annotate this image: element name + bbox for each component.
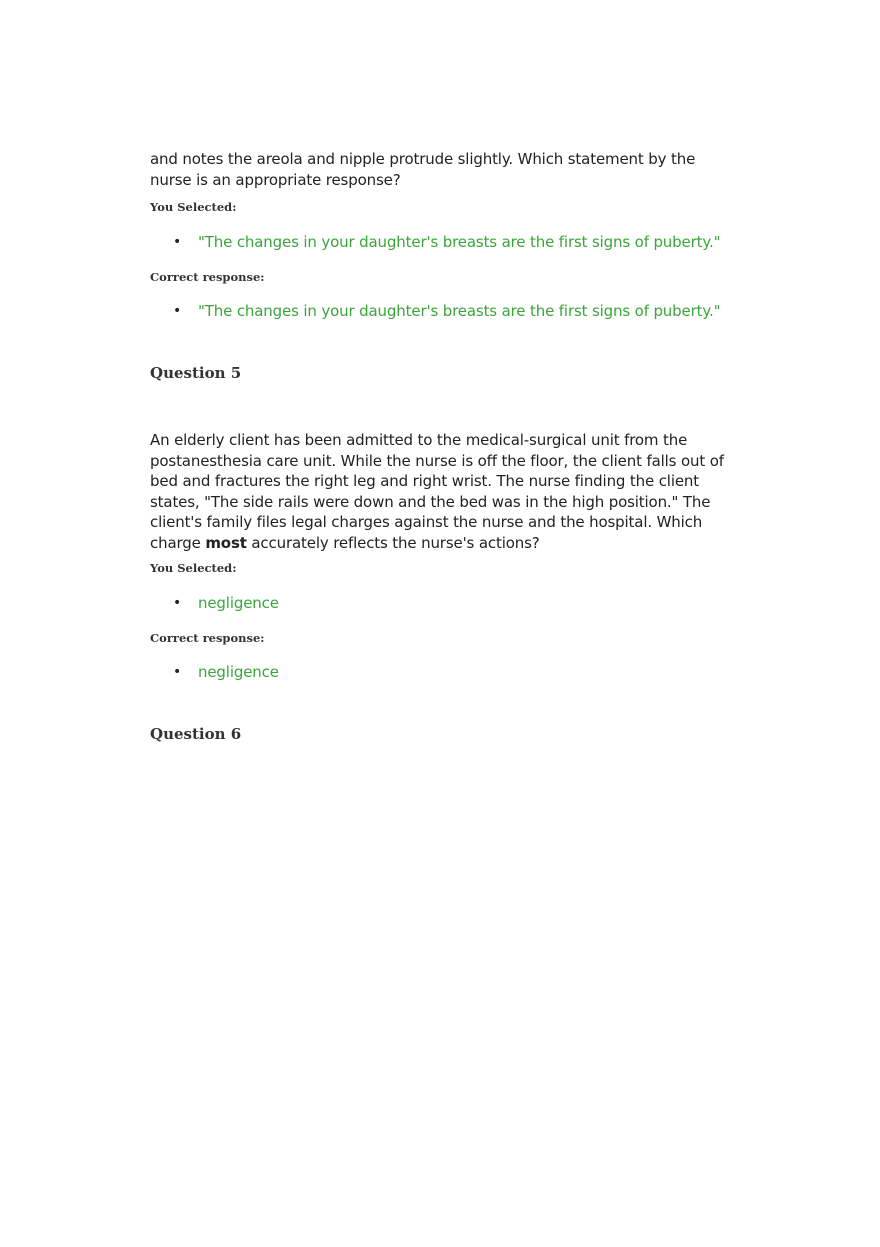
selected-answer-text: "The changes in your daughter's breasts are the first signs of puberty." (198, 233, 721, 251)
correct-response-label: Correct response: (150, 270, 265, 284)
question-5-stem (150, 430, 730, 553)
correct-answer-text: "The changes in your daughter's breasts are the first signs of puberty." (198, 302, 721, 320)
stem-text: An elderly client has been admitted to the medical-surgical unit from the postanesthesia care unit. While the nurse is off the floor, the client falls out of bed and fractures the right leg and right wrist. The nurse finding the client states, "The side rails were down and the bed was in the high position." The client's family files legal charges against the nurse and the hospital. Which charge (150, 431, 724, 552)
you-selected-label: You Selected: (150, 200, 237, 214)
correct-response-label: Correct response: (150, 631, 265, 645)
selected-answer-item (150, 232, 730, 252)
stem-emphasis: most (205, 533, 247, 552)
bullet-icon: • (173, 595, 182, 611)
correct-answer-text: negligence (198, 663, 279, 681)
you-selected-label: You Selected: (150, 561, 237, 575)
selected-answer-text: negligence (198, 594, 279, 612)
you-selected-list (150, 593, 730, 613)
correct-response-list (150, 662, 730, 682)
question-5-heading: Question 5 (150, 364, 242, 382)
bullet-icon: • (173, 664, 182, 680)
bullet-icon: • (173, 303, 182, 319)
correct-answer-item (150, 301, 730, 321)
question-6-heading: Question 6 (150, 725, 242, 743)
question-4-stem: and notes the areola and nipple protrude slightly. Which statement by the nurse is an appropriate response? (150, 150, 696, 189)
you-selected-list (150, 232, 730, 252)
stem-text-end: accurately reflects the nurse's actions? (246, 533, 540, 552)
correct-answer-item (150, 662, 730, 682)
correct-response-list (150, 301, 730, 321)
bullet-icon: • (173, 234, 182, 250)
selected-answer-item (150, 593, 730, 613)
